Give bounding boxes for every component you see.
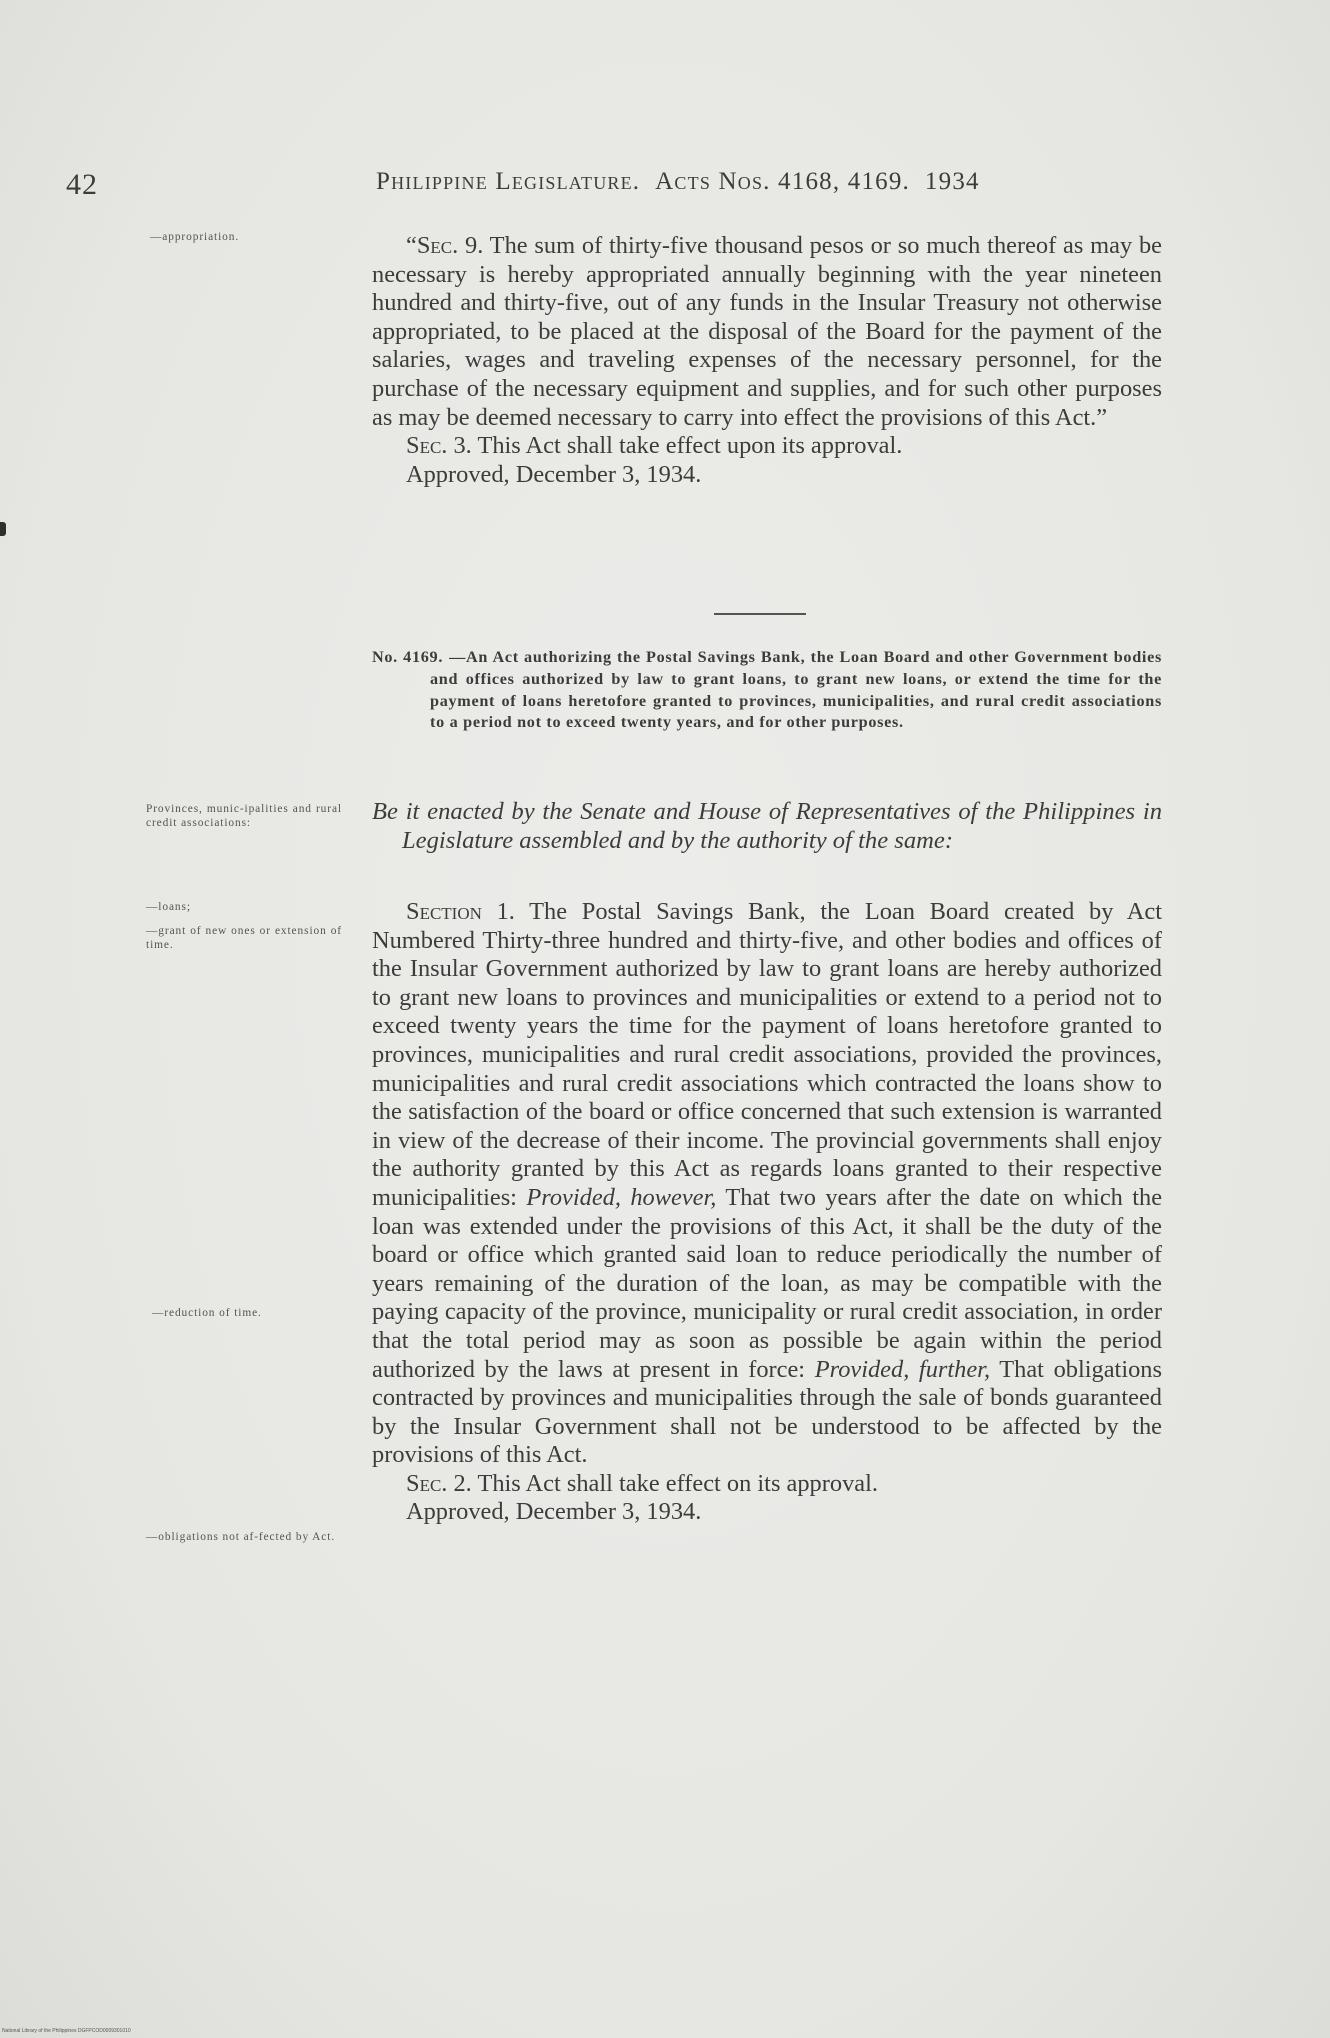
edge-mark — [0, 522, 6, 536]
margin-note-grant: —grant of new ones or extension of time. — [146, 925, 342, 951]
enacting-clause — [372, 798, 1162, 855]
page-number: 42 — [66, 168, 98, 201]
scan-credit: National Library of the Philippines DGFPCOD0009301010 — [2, 2028, 131, 2034]
section-2-text: 2. This Act shall take effect on its approval. — [447, 1469, 878, 1497]
act-4169-title — [372, 647, 1162, 734]
margin-note-provinces: Provinces, munic-ipalities and rural credit associations: — [146, 803, 342, 829]
running-head-year: 1934 — [924, 168, 980, 195]
section-3-paragraph — [372, 432, 1162, 461]
section-divider — [714, 613, 806, 615]
open-quote: “ — [406, 232, 417, 259]
approved-4168: Approved, December 3, 1934. — [406, 460, 702, 488]
act-4169-body — [372, 898, 1162, 1527]
approved-4169: Approved, December 3, 1934. — [406, 1498, 702, 1526]
margin-note-obligations: —obligations not af-fected by Act. — [146, 1531, 336, 1543]
running-head-acts: Acts Nos. 4168, 4169. — [655, 168, 911, 195]
section-1-paragraph — [372, 898, 1162, 1470]
section-9-paragraph — [372, 232, 1162, 432]
running-head — [376, 168, 1160, 196]
section-2-paragraph — [372, 1470, 1162, 1499]
section-3-text: 3. This Act shall take effect upon its approval. — [447, 432, 903, 460]
margin-note-loans: —loans; — [146, 901, 191, 913]
section-9-label: Sec. — [416, 232, 459, 259]
section-2-label: Sec. — [406, 1469, 448, 1497]
act-title-text: —An Act authorizing the Postal Savings Bank, the Loan Board and other Government bodies and offices authorized by law to grant loans, to grant new loans, or extend the time for the payment of loans heretofore granted to provinces, municipalities, and rural credit associations to a period not to exceed twenty years, and for other purposes. — [430, 648, 1162, 732]
section-1-label: Section — [406, 898, 482, 925]
enacting-clause-text: Be it enacted by the Senate and House of Representatives of the Philippines in Legislature assembled and by the authority of the same: — [372, 798, 1162, 854]
section-1-text-b: That two years after the date on which the loan was extended under the provisions of this Act, it shall be the duty of the board or office which granted said loan to reduce periodically the number of years remaining of the duration of the loan, as may be compatible with the paying capacity of the province, municipality or rural credit association, in order that the total period may as soon as possible be again within the period authorized by the laws at present in force: — [372, 1183, 1163, 1383]
act-title-block — [372, 647, 1162, 734]
act-number: No. 4169. — [372, 648, 444, 666]
margin-note-reduction: —reduction of time. — [152, 1307, 262, 1319]
margin-note-appropriation: —appropriation. — [150, 231, 240, 243]
section-1-text-c: That obligations contracted by provinces and municipalities through the sale of bonds guaranteed by the Insular Government shall not be understood to be affected by the provisions of this Act. — [372, 1355, 1162, 1469]
proviso-however: Provided, however, — [526, 1183, 717, 1211]
section-9-text: 9. The sum of thirty-five thousand pesos or so much thereof as may be necessary is hereby appropriated annually beginning with the year nineteen hundred and thirty-five, out of any funds in the Insular Treasury not otherwise appropriated, to be placed at the disposal of the Board for the payment of the salaries, wages and traveling expenses of the necessary personnel, for the purchase of the necessary equipment and supplies, and for such other purposes as may be deemed necessary to carry into effect the provisions of this Act.” — [372, 232, 1162, 431]
act-4168-tail — [372, 232, 1162, 489]
section-1-text-a: 1. The Postal Savings Bank, the Loan Board created by Act Numbered Thirty-three hundred and thirty-five, and other bodies and offices of the Insular Government authorized by law to grant loans are hereby authorized to grant new loans to provinces and municipalities or extend to a period not to exceed twenty years the time for the payment of loans heretofore granted to provinces, municipalities and rural credit associations, provided the provinces, municipalities and rural credit associations which contracted the loans show to the satisfaction of the board or office concerned that such extension is warranted in view of the decrease of their income. The provincial governments shall enjoy the authority granted by this Act as regards loans granted to their respective municipalities: — [372, 898, 1162, 1211]
section-3-label: Sec. — [406, 432, 448, 460]
proviso-further: Provided, further, — [814, 1355, 991, 1383]
running-head-title: Philippine Legislature. — [376, 168, 641, 195]
